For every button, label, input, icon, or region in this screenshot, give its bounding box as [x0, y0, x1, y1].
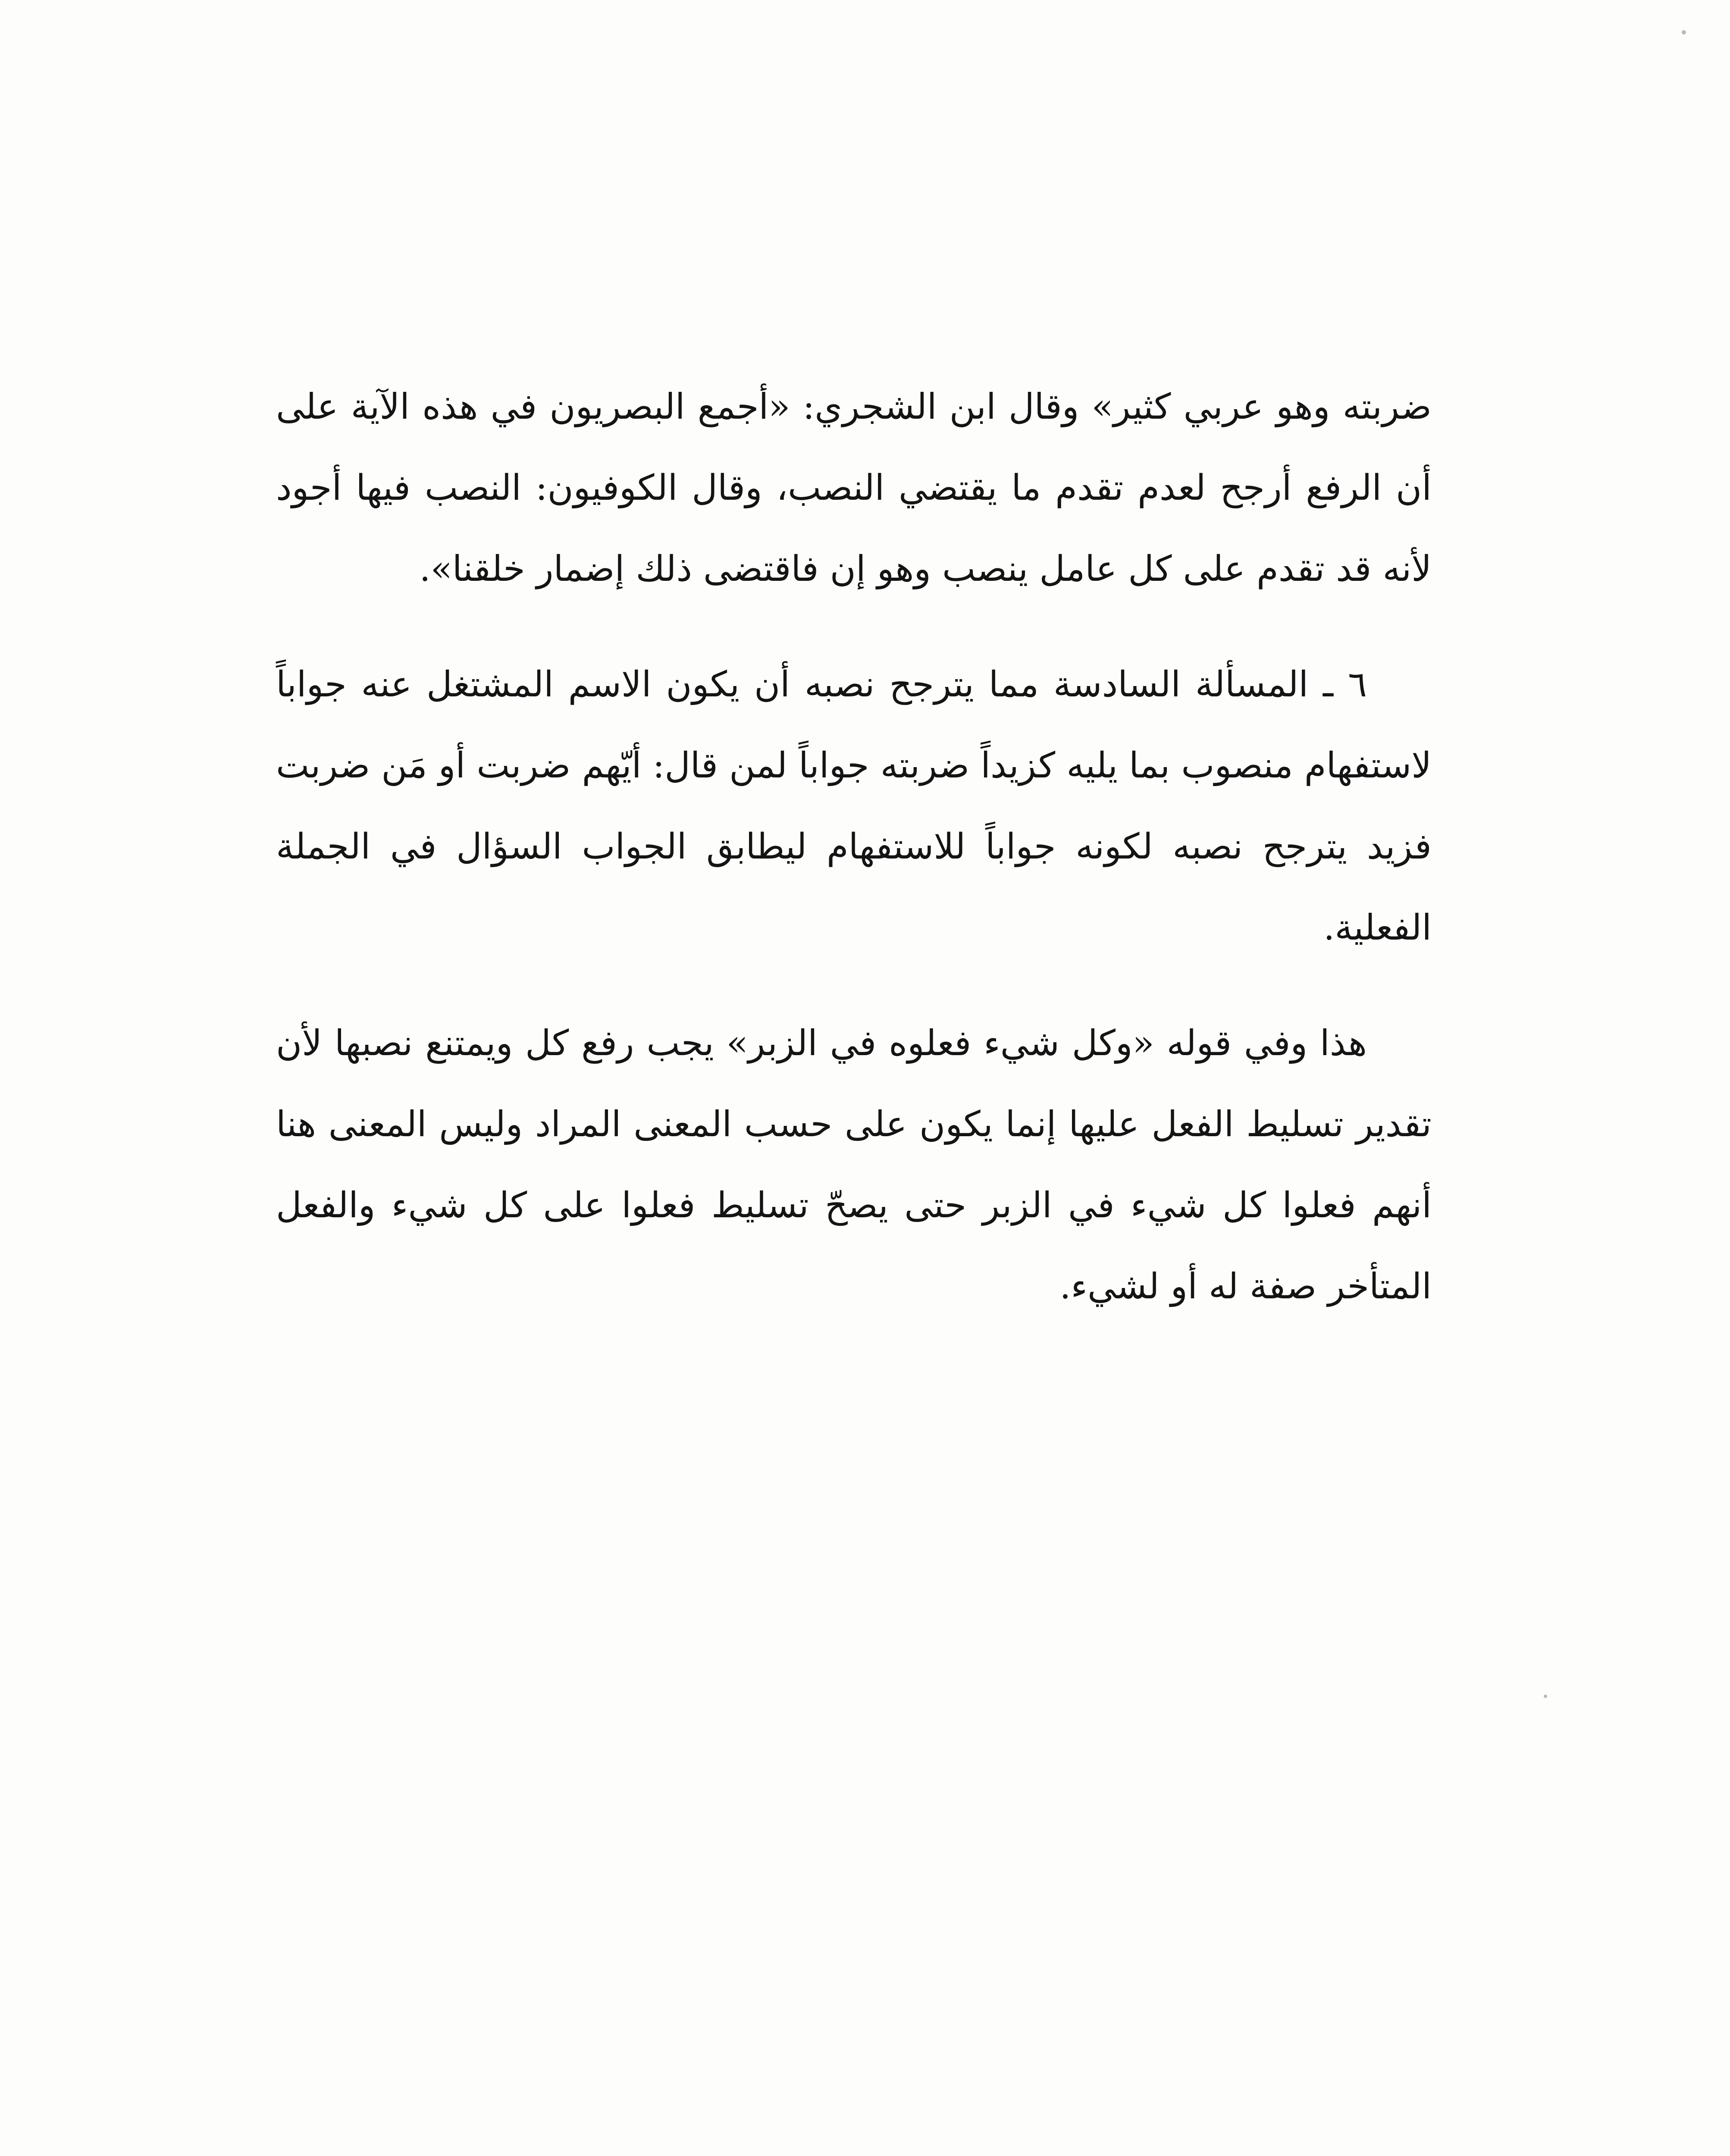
scan-speck	[1544, 1695, 1547, 1698]
paragraph-3: هذا وفي قوله «وكل شيء فعلوه في الزبر» يجب رفع كل ويمتنع نصبها لأن تقدير تسليط الفعل عليها إنما يكون على حسب المعنى المراد وليس المعنى هنا أنهم فعلوا كل شيء في الزبر حتى يصحّ تسليط فعلوا على كل شيء والفعل المتأخر صفة له أو لشيء.	[276, 1023, 1432, 1307]
body-text	[276, 367, 1432, 1362]
paragraph-1: ضربته وهو عربي كثير» وقال ابن الشجري: «أجمع البصريون في هذه الآية على أن الرفع أرجح لعدم تقدم ما يقتضي النصب، وقال الكوفيون: النصب فيها أجود لأنه قد تقدم على كل عامل ينصب وهو إن فاقتضى ذلك إضمار خلقنا».	[276, 386, 1432, 589]
scan-speck	[1682, 30, 1686, 34]
paragraph-2: ٦ ـ المسألة السادسة مما يترجح نصبه أن يكون الاسم المشتغل عنه جواباً لاستفهام منصوب بما يليه كزيداً ضربته جواباً لمن قال: أيّهم ضربت أو مَن ضربت فزيد يترجح نصبه لكونه جواباً للاستفهام ليطابق الجواب السؤال في الجملة الفعلية.	[276, 664, 1432, 948]
